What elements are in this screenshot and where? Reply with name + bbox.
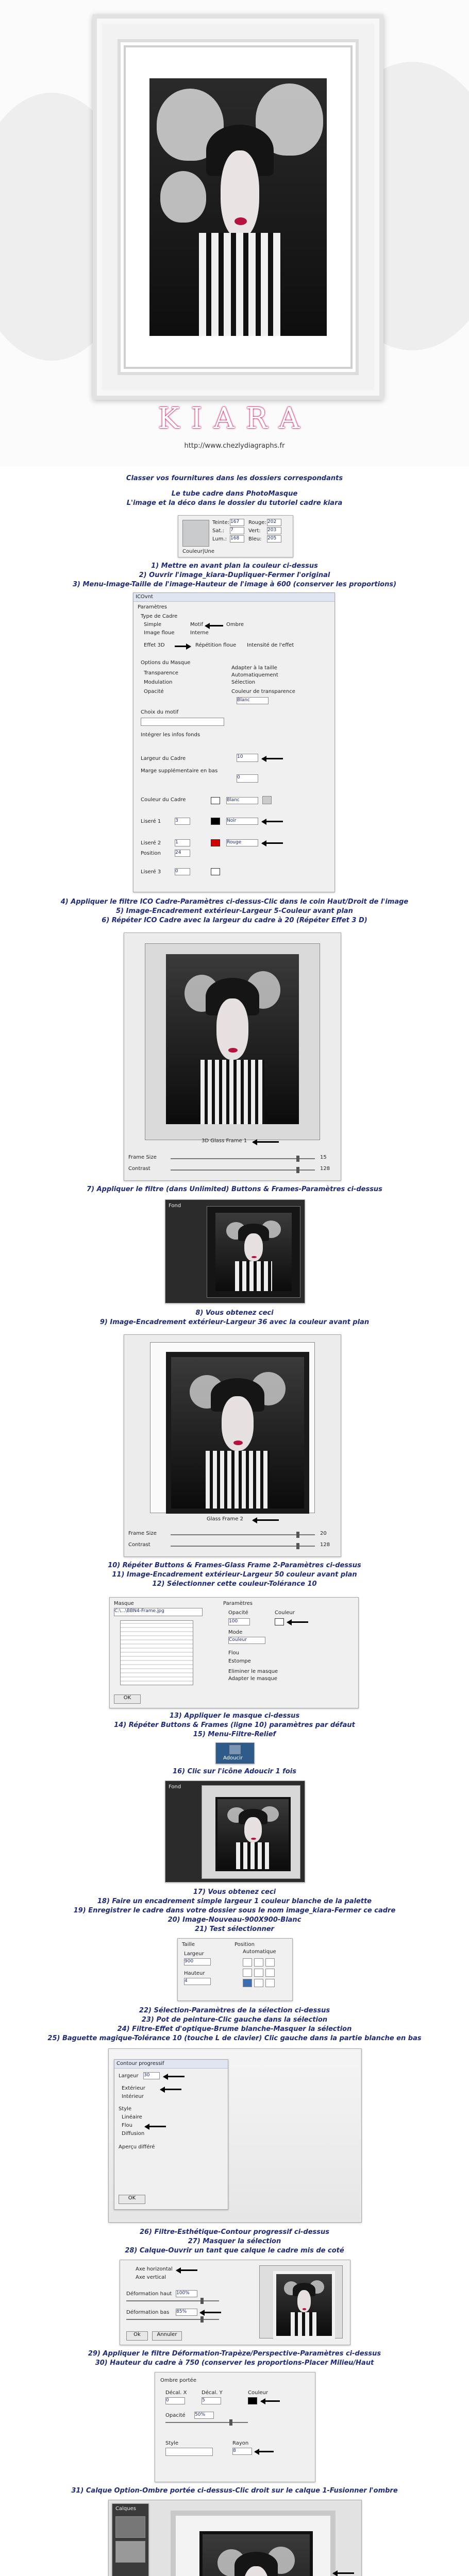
liseret1-color[interactable] [211, 818, 220, 825]
contrast-label: Contrast [128, 1166, 150, 1172]
diffusion-option[interactable]: Diffusion [122, 2131, 145, 2137]
opacity-label: Opacité [144, 689, 164, 694]
portrait-dress [199, 233, 280, 336]
pointer-arrow [288, 1621, 308, 1623]
layer-thumb[interactable] [115, 2516, 145, 2538]
step-25: 25) Baguette magique-Tolérance 10 (touche L de clavier) Clic gauche dans la partie blanche en bas [47, 2035, 422, 2042]
linear-option[interactable]: Linéaire [122, 2114, 142, 2120]
mask-options-label: Options du Masque [141, 660, 191, 666]
step-27: 27) Masquer la sélection [188, 2238, 281, 2245]
tutorial-title: KIARA [158, 402, 311, 435]
pos-cell-selected[interactable] [243, 1979, 252, 1987]
portrait-image [149, 78, 327, 336]
pos-cell[interactable] [243, 1969, 252, 1977]
simple-option[interactable]: Simple [144, 622, 162, 628]
layer-label: Fond [169, 1203, 181, 1209]
step-31: 31) Calque Option-Ombre portée ci-dessus-Clic droit sur le calque 1-Fusionner l'ombre [71, 2487, 398, 2495]
top-deform-input[interactable]: 100% [176, 2290, 197, 2297]
shadow-style-label: Style [165, 2441, 179, 2446]
frame-color-select[interactable]: Blanc [226, 797, 258, 804]
width-input[interactable]: 900 [184, 1958, 211, 1965]
framed-result [207, 1206, 300, 1298]
adapt-option[interactable]: Adapter le masque [228, 1676, 277, 1682]
mask-color-swatch[interactable] [275, 1618, 284, 1625]
step-24: 24) Filtre-Effet d'optique-Brume blanche-Masquer la sélection [117, 2025, 352, 2033]
header-banner [0, 0, 469, 466]
cancel-button[interactable]: Annuler [152, 2331, 182, 2341]
shadow-style-select[interactable] [165, 2448, 213, 2456]
color-label: Couleur [275, 1610, 295, 1616]
bottom-deform-slider[interactable] [126, 2319, 219, 2320]
step-1: 1) Mettre en avant plan la couleur ci-dessus [151, 562, 318, 570]
site-url[interactable]: http://www.chezlydiagraphs.fr [184, 442, 285, 450]
params-label: Paramètres [138, 604, 167, 610]
ok-button[interactable]: OK [119, 2195, 145, 2204]
blue-label: Bleu: [248, 536, 262, 542]
contrast-value: 128 [320, 1166, 330, 1172]
horizontal-axis-option[interactable]: Axe horizontal [136, 2266, 173, 2272]
green-label: Vert: [248, 528, 261, 534]
intro-line: Classer vos fournitures dans les dossiers correspondants [126, 474, 343, 482]
pointer-arrow [164, 2076, 185, 2077]
portrait-lips [234, 217, 247, 225]
width-label: Largeur [184, 1951, 204, 1957]
width-label: Largeur [119, 2073, 139, 2079]
shadow-dialog [155, 2372, 315, 2482]
ok-button[interactable]: OK [114, 1694, 141, 1704]
shadow-color-label: Couleur [248, 2390, 268, 2396]
mode-select[interactable]: Couleur [228, 1637, 265, 1644]
transp-color-label: Couleur de transparence [231, 689, 295, 694]
pos-cell[interactable] [254, 1979, 263, 1987]
step-6: 6) Répéter ICO Cadre avec la largeur du cadre à 20 (Répéter Effet 3 D) [102, 917, 367, 924]
lum-label: Lum.: [212, 536, 227, 542]
contrast-value: 128 [320, 1542, 330, 1548]
interior-option[interactable]: Intérieur [122, 2094, 144, 2099]
layer-thumb[interactable] [115, 2541, 145, 2563]
dialog-title: ICOvnt [133, 593, 334, 602]
integrer-checkbox[interactable]: Intégrer les infos fonds [141, 732, 200, 738]
contrast-slider[interactable] [171, 1170, 315, 1171]
shadow-opacity-slider[interactable] [165, 2422, 248, 2423]
shadow-opacity-input[interactable]: 50% [194, 2412, 214, 2419]
step-26: 26) Filtre-Esthétique-Contour progressif ci-dessus [139, 2228, 330, 2236]
frame-size-label: Frame Size [128, 1155, 157, 1160]
relief-toolbar [215, 1742, 255, 1764]
contrast-slider[interactable] [171, 1546, 315, 1547]
pointer-arrow [261, 2400, 280, 2402]
pointer-arrow [333, 2572, 354, 2574]
position-input[interactable]: 24 [175, 850, 190, 857]
interne-option[interactable]: Interne [190, 630, 209, 636]
hue-label: Teinte: [212, 520, 230, 526]
radius-label: Rayon [232, 2441, 249, 2446]
pos-cell[interactable] [265, 1958, 275, 1967]
bottom-deform-label: Déformation bas [126, 2310, 170, 2315]
step-17: 17) Vous obtenez ceci [193, 1888, 276, 1896]
liseret3-input[interactable]: 0 [175, 868, 190, 875]
step-12: 12) Sélectionner cette couleur-Tolérance 10 [152, 1580, 317, 1588]
frame-size-value: 15 [320, 1155, 327, 1160]
top-deform-slider[interactable] [126, 2300, 219, 2301]
margin-input[interactable]: 0 [237, 774, 258, 783]
radius-input[interactable]: 8 [232, 2448, 252, 2455]
mask-preview [120, 1620, 193, 1685]
pos-cell[interactable] [265, 1969, 275, 1977]
color-panel [178, 515, 293, 557]
result-image-32 [108, 2500, 362, 2576]
frame-color-label: Couleur du Cadre [141, 797, 186, 803]
pointer-arrow [253, 1519, 279, 1521]
step-11: 11) Image-Encadrement extérieur-Largeur 50 couleur avant plan [112, 1571, 357, 1579]
frame-size-slider[interactable] [171, 1158, 315, 1159]
result-portrait [215, 1797, 291, 1871]
intro-line: Le tube cadre dans PhotoMasque [171, 490, 298, 498]
liseret2-color[interactable] [211, 839, 220, 846]
step-10: 10) Répéter Buttons & Frames-Glass Frame 2-Paramètres ci-dessus [108, 1562, 361, 1569]
contrast-label: Contrast [128, 1542, 150, 1548]
glass-frame-2-dialog [124, 1334, 341, 1557]
step-5: 5) Image-Encadrement extérieur-Largeur 5-Couleur avant plan [116, 907, 353, 915]
intro-line: L'image et la déco dans le dossier du tutoriel cadre kiara [126, 499, 343, 507]
style-label: Style [119, 2106, 132, 2112]
liseret1-label: Liseré 1 [141, 819, 161, 824]
effet3d-checkbox[interactable]: Effet 3D [144, 642, 165, 648]
result-portrait [215, 1213, 292, 1291]
pointer-arrow [262, 758, 283, 759]
pointer-arrow [177, 2269, 197, 2271]
mode-label: Mode [228, 1630, 243, 1635]
step-18: 18) Faire un encadrement simple largeur 1 couleur blanche de la palette [97, 1897, 372, 1905]
motif-choice-label: Choix du motif [141, 709, 179, 715]
blue-value[interactable]: 205 [267, 535, 281, 543]
layer-label: Fond [169, 1784, 181, 1790]
width-label: Largeur du Cadre [141, 756, 186, 761]
step-16: 16) Clic sur l'icône Adoucir 1 fois [173, 1768, 296, 1775]
sat-label: Sat.: [212, 528, 224, 534]
framed-result [202, 1785, 300, 1879]
pos-cell[interactable] [254, 1969, 263, 1977]
step-9: 9) Image-Encadrement extérieur-Largeur 36 avec la couleur avant plan [99, 1318, 370, 1326]
step-8: 8) Vous obtenez ceci [195, 1309, 274, 1317]
liseret1-input[interactable]: 3 [175, 818, 190, 825]
pointer-arrow [262, 842, 283, 844]
step-19: 19) Enregistrer le cadre dans votre dossier sous le nom image_kiara-Fermer ce cadre [73, 1907, 396, 1914]
step-22: 22) Sélection-Paramètres de la sélection ci-dessus [139, 2007, 330, 2014]
pointer-arrow [255, 2451, 274, 2452]
step-2: 2) Ouvrir l'image_kiara-Dupliquer-Fermer l'original [139, 571, 330, 579]
width-input[interactable]: 30 [143, 2072, 160, 2079]
ok-button[interactable]: Ok [126, 2331, 148, 2341]
sat-value[interactable]: 7 [230, 527, 244, 534]
contour-dialog [108, 2048, 362, 2223]
frame-size-label: Frame Size [128, 1531, 157, 1536]
fade-checkbox[interactable]: Estompe [228, 1658, 251, 1664]
params-label: Paramètres [223, 1601, 253, 1606]
motif-option[interactable]: Motif [190, 622, 203, 628]
margin-label: Marge supplémentaire en bas [141, 768, 218, 774]
offset-x-input[interactable]: 0 [165, 2397, 185, 2404]
deformation-dialog [120, 2260, 350, 2345]
liseret2-label: Liseré 2 [141, 840, 161, 846]
pointer-arrow [175, 646, 190, 647]
pointer-arrow [206, 625, 223, 626]
mask-label: Masque [114, 1601, 134, 1606]
adoucir-label: Adoucir [223, 1755, 243, 1761]
auto-checkbox[interactable]: Automatique [243, 1949, 276, 1955]
adapter-checkbox[interactable]: Adapter à la taille [231, 665, 277, 671]
offset-y-label: Décal. Y [202, 2390, 223, 2396]
contour-window [114, 2059, 228, 2210]
color-swatch[interactable] [182, 520, 209, 547]
step-13: 13) Appliquer le masque ci-dessus [169, 1712, 300, 1720]
filter-name: 3D Glass Frame 1 [202, 1138, 247, 1144]
frame-size-slider[interactable] [171, 1534, 315, 1535]
shadow-color-swatch[interactable] [248, 2397, 257, 2404]
transparence-option[interactable]: Transparence [144, 670, 178, 676]
hue-value[interactable]: 167 [230, 519, 244, 526]
height-label: Hauteur [184, 1971, 205, 1976]
result-image-17 [165, 1781, 305, 1883]
intensite-label: Intensité de l'effet [247, 642, 294, 648]
ombre-option[interactable]: Ombre [226, 622, 244, 628]
mask-file-field[interactable]: C:\...\BBN4-Frame.jpg [114, 1608, 203, 1616]
pointer-arrow [161, 2089, 181, 2090]
position-label: Position [234, 1942, 255, 1947]
opacity-input[interactable]: 100 [228, 1618, 250, 1625]
adoucir-icon[interactable] [229, 1745, 241, 1754]
transp-color-select[interactable]: Blanc [237, 697, 269, 704]
offset-x-label: Décal. X [165, 2390, 187, 2396]
step-28: 28) Calque-Ouvrir un tant que calque le cadre mis de coté [125, 2247, 344, 2255]
step-7: 7) Appliquer le filtre (dans Unlimited) Buttons & Frames-Paramètres ci-dessus [87, 1185, 382, 1193]
liseret2-select[interactable]: Rouge [226, 839, 258, 846]
blur-checkbox[interactable]: Flou [228, 1650, 239, 1656]
pos-cell[interactable] [254, 1958, 263, 1967]
step-4: 4) Appliquer le filtre ICO Cadre-Paramètres ci-dessus-Clic dans le coin Haut/Droit de l'image [60, 898, 409, 906]
portrait-flower [160, 171, 206, 223]
liseret1-select[interactable]: Noir [226, 818, 258, 825]
frame-type-label: Type de Cadre [141, 614, 178, 619]
liseret2-input[interactable]: 1 [175, 839, 190, 846]
auto-option[interactable]: Automatiquement [231, 672, 278, 678]
selection-option[interactable]: Sélection [231, 680, 256, 685]
layers-label: Calques [115, 2506, 136, 2512]
color-picker-button[interactable] [262, 796, 272, 804]
offset-y-input[interactable]: 5 [202, 2397, 221, 2404]
height-input[interactable]: 4 [184, 1978, 211, 1985]
glass-frame-1-dialog [124, 933, 341, 1181]
preview-checkbox[interactable]: Aperçu différé [119, 2144, 155, 2150]
shadow-checkbox[interactable]: Ombre portée [160, 2378, 196, 2383]
red-label: Rouge: [248, 520, 266, 526]
masque-dialog [109, 1597, 359, 1708]
preview-area [150, 1342, 315, 1513]
ico-cadre-dialog [133, 592, 335, 892]
step-30: 30) Hauteur du cadre à 750 (conserver les proportions-Placer Milieu/Haut [95, 2359, 374, 2367]
pointer-arrow [145, 2126, 166, 2127]
preview-portrait [273, 2271, 335, 2339]
result-portrait [199, 2531, 313, 2576]
preview-portrait [166, 954, 299, 1124]
liseret3-color[interactable] [211, 868, 220, 875]
opacity-label: Opacité [228, 1610, 248, 1616]
position-label: Position [141, 851, 161, 856]
pointer-arrow [200, 2312, 221, 2313]
top-deform-label: Déformation haut [126, 2291, 172, 2297]
step-14: 14) Répéter Buttons & Frames (ligne 10) paramètres par défaut [114, 1721, 355, 1729]
liseret3-label: Liseré 3 [141, 869, 161, 875]
preview-portrait [166, 1352, 309, 1514]
pointer-arrow [253, 1141, 279, 1143]
selection-dialog [177, 1938, 293, 2001]
preview-area [145, 943, 320, 1140]
step-15: 15) Menu-Filtre-Relief [193, 1731, 276, 1738]
step-3: 3) Menu-Image-Taille de l'image-Hauteur de l'image à 600 (conserver les proportions) [72, 581, 397, 588]
pos-cell[interactable] [243, 1958, 252, 1967]
layers-panel [112, 2503, 149, 2576]
image-floue-option[interactable]: Image floue [144, 630, 175, 636]
blur-option[interactable]: Flou [122, 2123, 132, 2128]
vertical-axis-option[interactable]: Axe vertical [136, 2275, 166, 2280]
frame-color-swatch[interactable] [211, 797, 220, 804]
shadow-opacity-label: Opacité [165, 2413, 186, 2418]
size-label: Taille [182, 1942, 195, 1947]
width-input[interactable]: 10 [237, 754, 258, 762]
color-footer: Couleur|Une [182, 549, 214, 554]
lum-value[interactable]: 168 [230, 535, 244, 543]
frame-size-value: 20 [320, 1531, 327, 1536]
pos-cell[interactable] [265, 1979, 275, 1987]
ornate-frame [93, 14, 383, 400]
red-value[interactable]: 202 [267, 519, 281, 526]
modulation-option[interactable]: Modulation [144, 680, 173, 685]
exterior-option[interactable]: Extérieur [122, 2086, 145, 2091]
framed-result [171, 2511, 336, 2576]
step-23: 23) Pot de peinture-Clic gauche dans la sélection [141, 2016, 328, 2024]
filter-name: Glass Frame 2 [207, 1516, 243, 1522]
deform-preview [259, 2265, 343, 2338]
dialog-title: Contour progressif [114, 2060, 228, 2069]
green-value[interactable]: 203 [267, 527, 281, 534]
frame-inner [118, 39, 359, 375]
pointer-arrow [262, 821, 283, 822]
repetition-label: Répétition floue [195, 642, 237, 648]
step-20: 20) Image-Nouveau-900X900-Blanc [167, 1916, 301, 1924]
step-29: 29) Appliquer le filtre Déformation-Trapèze/Perspective-Paramètres ci-dessus [88, 2350, 381, 2358]
eliminate-option[interactable]: Eliminer le masque [228, 1669, 278, 1674]
step-21: 21) Test sélectionner [195, 1925, 274, 1933]
bottom-deform-input[interactable]: 85% [176, 2309, 197, 2316]
result-image-8 [165, 1199, 305, 1303]
motif-field[interactable] [141, 718, 224, 726]
